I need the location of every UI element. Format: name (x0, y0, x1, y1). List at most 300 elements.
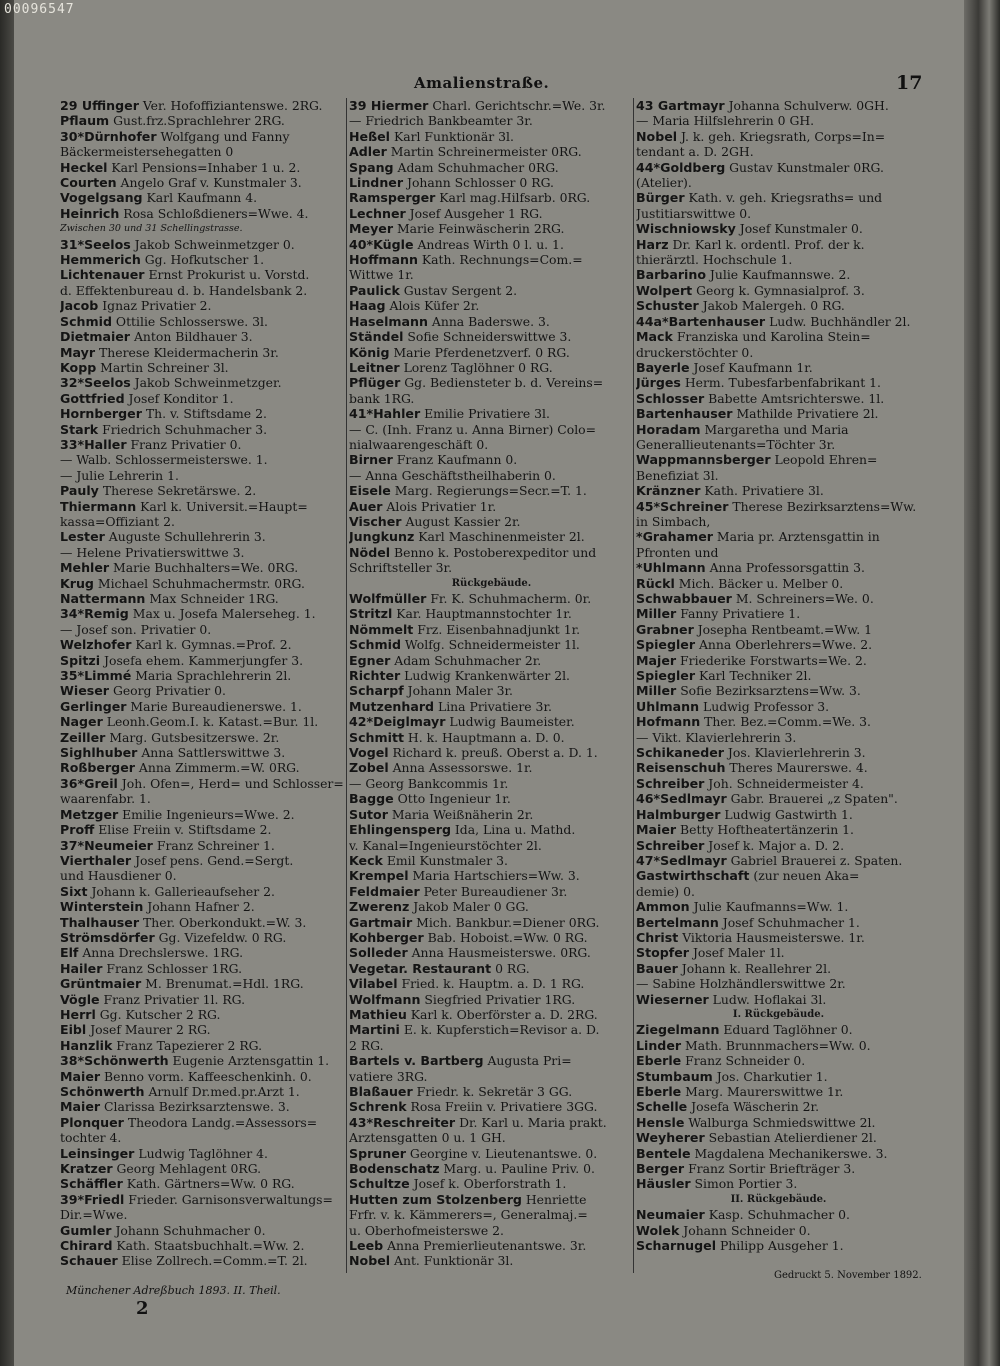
resident-name: Ramsperger (349, 190, 436, 206)
directory-entry: Berger Franz Sortir Briefträger 3. (636, 1161, 856, 1177)
resident-name: Leinsinger (60, 1145, 135, 1161)
resident-name: Meyer (349, 221, 394, 237)
directory-entry: 38*Schönwerth Eugenie Arztensgattin 1. (60, 1053, 330, 1069)
resident-name: Stopfer (636, 945, 689, 961)
directory-entry: — Sabine Holzhändlerswittwe 2r. (636, 976, 846, 992)
resident-name: Strömsdörfer (60, 929, 155, 945)
directory-entry: Eisele Marg. Regierungs=Secr.=T. 1. (349, 483, 587, 499)
directory-entry: Wittwe 1r. (349, 267, 414, 283)
resident-name: Wieserner (636, 991, 709, 1007)
resident-name: Reisenschuh (636, 760, 726, 776)
resident-name: Heckel (60, 159, 108, 175)
resident-name: Spruner (349, 1145, 406, 1161)
resident-name: Zwerenz (349, 899, 410, 915)
directory-entry: Stumbaum Jos. Charkutier 1. (636, 1068, 828, 1084)
resident-name: Hemmerich (60, 252, 141, 268)
directory-entry: Schreiber Josef k. Major a. D. 2. (636, 837, 845, 853)
resident-name: Barbarino (636, 267, 706, 283)
resident-name: Kopp (60, 359, 97, 375)
directory-entry: Horadam Margaretha und Maria (636, 421, 849, 437)
directory-entry: Nattermann Max Schneider 1RG. (60, 591, 279, 606)
resident-name: Mutzenhard (349, 698, 435, 714)
directory-entry: Ehlingensperg Ida, Lina u. Mathd. (349, 822, 576, 838)
resident-name: Welzhofer (60, 637, 132, 653)
directory-entry: Nömmelt Frz. Eisenbahnadjunkt 1r. (349, 621, 581, 637)
resident-name: Wolfmüller (349, 591, 427, 606)
resident-name: Grüntmaier (60, 976, 142, 992)
directory-entry: Spiegler Karl Techniker 2l. (636, 668, 812, 684)
resident-name: Hofmann (636, 714, 701, 730)
directory-entry: tendant a. D. 2GH. (636, 144, 754, 160)
resident-name: Richter (349, 668, 401, 684)
directory-entry: — Anna Geschäftstheilhaberin 0. (349, 467, 556, 483)
resident-name: 45*Schreiner (636, 498, 729, 514)
resident-name: Bertelmann (636, 914, 719, 930)
directory-entry: Generallieutenants=Töchter 3r. (636, 436, 836, 452)
resident-name: Gumler (60, 1222, 112, 1238)
resident-name: Dietmaier (60, 329, 131, 345)
resident-name: Scharnugel (636, 1238, 717, 1254)
resident-name: Schauer (60, 1253, 118, 1269)
directory-entry: Keck Emil Kunstmaler 3. (349, 852, 508, 868)
resident-name: 32*Seelos (60, 375, 131, 391)
directory-entry: Eberle Franz Schneider 0. (636, 1053, 806, 1069)
column-1 (60, 98, 350, 1278)
directory-entry: waarenfabr. 1. (60, 791, 151, 807)
directory-entry: Miller Fanny Privatiere 1. (636, 606, 801, 622)
resident-name: Maier (60, 1068, 101, 1084)
directory-entry: — C. (Inh. Franz u. Anna Birner) Colo= (349, 421, 597, 437)
resident-name: Jacob (60, 298, 99, 314)
resident-name: Winterstein (60, 899, 144, 915)
column-2 (349, 98, 634, 1278)
directory-entry: d. Effektenbureau d. b. Handelsbank 2. (60, 282, 308, 298)
directory-entry: Zobel Anna Assessorswe. 1r. (349, 760, 533, 776)
resident-name: Leeb (349, 1238, 384, 1254)
resident-name: Jürges (636, 375, 681, 391)
resident-name: *Uhlmann (636, 560, 706, 576)
directory-entry: Ziegelmann Eduard Taglöhner 0. (636, 1022, 853, 1038)
directory-entry: Pfronten und (636, 544, 719, 560)
directory-entry: — Georg Bankcommis 1r. (349, 775, 509, 791)
resident-name: Neumaier (636, 1207, 705, 1223)
resident-name: Adler (349, 144, 387, 160)
directory-entry: Heinrich Rosa Schloßdieners=Wwe. 4. (60, 205, 309, 221)
directory-entry: Sighlhuber Anna Sattlerswittwe 3. (60, 745, 286, 761)
directory-entry: Bartenhauser Mathilde Privatiere 2l. (636, 406, 879, 422)
column-3 (636, 98, 921, 1278)
directory-entry: Roßberger Anna Zimmerm.=W. 0RG. (60, 760, 300, 776)
directory-entry: 2 RG. (349, 1037, 384, 1053)
directory-entry: Vegetar. Restaurant 0 RG. (349, 960, 530, 976)
resident-name: König (349, 344, 390, 360)
directory-entry: Schwabbauer M. Schreiners=We. 0. (636, 591, 874, 606)
resident-name: Grabner (636, 621, 694, 637)
directory-entry: Schlosser Babette Amtsrichterswe. 1l. (636, 390, 885, 406)
directory-entry: Lester Auguste Schullehrerin 3. (60, 529, 266, 545)
resident-name: 31*Seelos (60, 236, 131, 252)
resident-name: 30*Dürnhofer (60, 128, 157, 144)
directory-entry: Wolek Johann Schneider 0. (636, 1222, 811, 1238)
directory-entry: Barbarino Julie Kaufmannswe. 2. (636, 267, 851, 283)
directory-entry: Christ Viktoria Hausmeisterswe. 1r. (636, 929, 865, 945)
resident-name: Harz (636, 236, 669, 252)
resident-name: Bodenschatz (349, 1161, 440, 1177)
directory-entry: Arztensgatten 0 u. 1 GH. (349, 1130, 506, 1146)
directory-entry: v. Kanal=Ingenieurstöchter 2l. (349, 837, 542, 853)
street-heading: Amalienstraße. (414, 74, 550, 92)
directory-entry: in Simbach, (636, 513, 711, 529)
resident-name: Hanzlik (60, 1037, 113, 1053)
resident-name: Vegetar. Restaurant (349, 960, 492, 976)
resident-name: Hailer (60, 960, 103, 976)
directory-entry: Dir.=Wwe. (60, 1207, 128, 1223)
resident-name: 46*Sedlmayr (636, 791, 727, 807)
directory-entry: 34*Remig Max u. Josefa Malersehеg. 1. (60, 606, 316, 622)
directory-entry: Schrenk Rosa Freiin v. Privatiere 3GG. (349, 1099, 598, 1115)
resident-name: Schmid (60, 313, 112, 329)
resident-name: Bartels v. Bartberg (349, 1053, 484, 1069)
resident-name: Chirard (60, 1238, 113, 1254)
directory-entry: Lichtenauer Ernst Prokurist u. Vorstd. (60, 267, 310, 283)
signature-number: 2 (136, 1298, 149, 1319)
directory-entry: Solleder Anna Hausmeisterswe. 0RG. (349, 945, 591, 961)
directory-entry: Bodenschatz Marg. u. Pauline Priv. 0. (349, 1161, 595, 1177)
resident-name: Bayerle (636, 359, 690, 375)
directory-entry: Leinsinger Ludwig Taglöhner 4. (60, 1145, 268, 1161)
directory-entry: Adler Martin Schreinermeister 0RG. (349, 144, 582, 160)
directory-entry: 43*Reschreiter Dr. Karl u. Maria prakt. (349, 1114, 607, 1130)
resident-name: Pflüger (349, 375, 401, 391)
resident-name: Metzger (60, 806, 119, 822)
directory-entry: Wappmannsberger Leopold Ehren= (636, 452, 878, 468)
directory-entry: Eibl Josef Maurer 2 RG. (60, 1022, 211, 1038)
directory-entry: Schikaneder Jos. Klavierlehrerin 3. (636, 745, 866, 761)
resident-name: Bentele (636, 1145, 691, 1161)
directory-entry: Bürger Kath. v. geh. Kriegsraths= und (636, 190, 883, 206)
resident-name: 47*Sedlmayr (636, 852, 727, 868)
directory-entry: Winterstein Johann Hafner 2. (60, 899, 255, 915)
resident-name: 37*Neumeier (60, 837, 153, 853)
resident-name: Nobel (636, 128, 678, 144)
resident-name: 36*Greil (60, 775, 118, 791)
resident-name: Pauly (60, 483, 99, 499)
resident-name: Bartenhauser (636, 406, 733, 422)
resident-name: 34*Remig (60, 606, 129, 622)
directory-entry: Courten Angelo Graf v. Kunstmaler 3. (60, 175, 302, 191)
directory-entry: Chirard Kath. Staatsbuchhalt.=Ww. 2. (60, 1238, 305, 1254)
directory-entry: kassa=Offiziant 2. (60, 513, 175, 529)
resident-name: Vogel (349, 745, 389, 761)
directory-entry: 32*Seelos Jakob Schweinmetzger. (60, 375, 282, 391)
directory-entry: Schönwerth Arnulf Dr.med.pr.Arzt 1. (60, 1084, 300, 1099)
directory-entry: 44*Goldberg Gustav Kunstmaler 0RG. (636, 159, 884, 175)
directory-entry: 40*Kügle Andreas Wirth 0 l. u. 1. (349, 236, 564, 252)
directory-entry: Gerlinger Marie Bureaudienerswe. 1. (60, 698, 302, 714)
directory-entry: Mutzenhard Lina Privatiere 3r. (349, 698, 552, 714)
resident-name: Vilabel (349, 976, 398, 992)
directory-entry: Häusler Simon Portier 3. (636, 1176, 798, 1192)
page-number: 17 (896, 72, 923, 94)
resident-name: Halmburger (636, 806, 721, 822)
resident-name: Mathieu (349, 1006, 407, 1022)
directory-entry: Miller Sofie Bezirksarztens=Ww. 3. (636, 683, 861, 699)
resident-name: Nömmelt (349, 621, 414, 637)
directory-entry: thierärztl. Hochschule 1. (636, 252, 793, 268)
directory-entry: 41*Hahler Emilie Privatiere 3l. (349, 406, 550, 422)
directory-entry: *Uhlmann Anna Professorsgattin 3. (636, 560, 865, 576)
resident-name: Eisele (349, 483, 391, 499)
directory-entry: Lechner Josef Ausgeher 1 RG. (349, 205, 543, 221)
directory-entry: Schmid Wolfg. Schneidermeister 1l. (349, 637, 580, 653)
directory-entry: Justitiarswittwe 0. (636, 205, 752, 221)
directory-entry: Bentele Magdalena Mechanikerswe. 3. (636, 1145, 888, 1161)
resident-name: Spiegler (636, 668, 696, 684)
directory-entry: Pauly Therese Sekretärswe. 2. (60, 483, 257, 499)
resident-name: Hoffmann (349, 252, 418, 268)
resident-name: Vierthaler (60, 852, 132, 868)
directory-entry: tochter 4. (60, 1130, 122, 1146)
resident-name: Miller (636, 683, 677, 699)
resident-name: Heßel (349, 128, 390, 144)
resident-name: Maier (60, 1099, 101, 1115)
directory-entry: 47*Sedlmayr Gabriel Brauerei z. Spaten. (636, 852, 903, 868)
resident-name: Schrenk (349, 1099, 407, 1115)
directory-entry: 37*Neumeier Franz Schreiner 1. (60, 837, 275, 853)
directory-entry: 42*Deiglmayr Ludwig Baumeister. (349, 714, 575, 730)
directory-entry: Metzger Emilie Ingenieurs=Wwe. 2. (60, 806, 295, 822)
resident-name: Nattermann (60, 591, 146, 606)
directory-entry: 44a*Bartenhauser Ludw. Buchhändler 2l. (636, 313, 911, 329)
directory-entry: Schauer Elise Zollrech.=Comm.=T. 2l. (60, 1253, 308, 1269)
directory-entry: Feldmaier Peter Bureaudiener 3r. (349, 883, 568, 899)
directory-entry: Grüntmaier M. Brenumat.=Hdl. 1RG. (60, 976, 304, 992)
directory-entry: Wieserner Ludw. Hoflakai 3l. (636, 991, 827, 1007)
directory-entry: u. Oberhofmeisterswe 2. (349, 1222, 504, 1238)
resident-name: Paulick (349, 282, 400, 298)
directory-entry: 33*Haller Franz Privatier 0. (60, 436, 242, 452)
resident-name: Gottfried (60, 390, 125, 406)
directory-entry: Haag Alois Küfer 2r. (349, 298, 480, 314)
directory-entry: — Walb. Schlossermeisterswe. 1. (60, 452, 268, 468)
directory-entry: Mathieu Karl k. Oberförster a. D. 2RG. (349, 1006, 598, 1022)
directory-entry: Harz Dr. Karl k. ordentl. Prof. der k. (636, 236, 865, 252)
resident-name: Lechner (349, 205, 406, 221)
directory-entry: 45*Schreiner Therese Bezirksarztens=Ww. (636, 498, 917, 514)
resident-name: Elf (60, 945, 79, 961)
resident-name: Mehler (60, 560, 110, 576)
resident-name: Vogelgsang (60, 190, 143, 206)
directory-entry: Majer Friederike Forstwarts=We. 2. (636, 652, 867, 668)
directory-entry: *Grahamer Maria pr. Arztensgattin in (636, 529, 880, 545)
cross-street-note: Zwischen 30 und 31 Schellingstrasse. (60, 223, 243, 235)
directory-entry: Hailer Franz Schlosser 1RG. (60, 960, 243, 976)
directory-entry: Nobel Ant. Funktionär 3l. (349, 1253, 514, 1269)
directory-entry: Kohberger Bab. Hoboist.=Ww. 0 RG. (349, 929, 588, 945)
directory-entry: König Marie Pferdenetzverf. 0 RG. (349, 344, 570, 360)
resident-name: Scharpf (349, 683, 404, 699)
page-stack-edge (964, 0, 1000, 1366)
directory-entry: Kränzner Kath. Privatiere 3l. (636, 483, 824, 499)
resident-name: Mack (636, 329, 673, 345)
resident-name: Uhlmann (636, 698, 700, 714)
resident-name: Wieser (60, 683, 109, 699)
resident-name: Schlosser (636, 390, 705, 406)
directory-entry: Schäffler Kath. Gärtners=Ww. 0 RG. (60, 1176, 295, 1192)
resident-name: Vögle (60, 991, 100, 1007)
directory-entry: Wolfmann Siegfried Privatier 1RG. (349, 991, 576, 1007)
resident-name: Krug (60, 575, 94, 591)
directory-entry: vatiere 3RG. (349, 1068, 428, 1084)
resident-name: 29 Uffinger (60, 98, 139, 113)
directory-entry: Gottfried Josef Konditor 1. (60, 390, 234, 406)
directory-entry: Maier Clarissa Bezirksarztenswe. 3. (60, 1099, 290, 1115)
resident-name: Berger (636, 1161, 685, 1177)
directory-entry: Frfr. v. k. Kämmerers=, Generalmaj.= (349, 1207, 588, 1223)
directory-entry: Plonquer Theodora Landg.=Assessors= (60, 1114, 318, 1130)
resident-name: Kratzer (60, 1161, 113, 1177)
directory-entry: — Julie Lehrerin 1. (60, 467, 179, 483)
resident-name: Keck (349, 852, 383, 868)
resident-name: Egner (349, 652, 391, 668)
directory-entry: Eberle Marg. Maurerswittwe 1r. (636, 1084, 844, 1099)
directory-entry: 30*Dürnhofer Wolfgang und Fanny (60, 128, 290, 144)
resident-name: Ständel (349, 329, 404, 345)
directory-entry: Hornberger Th. v. Stiftsdame 2. (60, 406, 267, 422)
resident-name: Schikaneder (636, 745, 724, 761)
resident-name: Weyherer (636, 1130, 705, 1146)
section-heading: Rückgebäude. (451, 577, 532, 589)
directory-entry: Schelle Josefa Wäscherin 2r. (636, 1099, 820, 1115)
resident-name: Schultze (349, 1176, 410, 1192)
directory-entry: 35*Limmé Maria Sprachlehrerin 2l. (60, 668, 292, 684)
directory-entry: Gumler Johann Schuhmacher 0. (60, 1222, 266, 1238)
resident-name: Rückl (636, 575, 675, 591)
resident-name: Wolpert (636, 282, 693, 298)
directory-entry: 39*Friedl Frieder. Garnisonsverwaltungs= (60, 1191, 333, 1207)
resident-name: Nobel (349, 1253, 391, 1269)
resident-name: Schmitt (349, 729, 404, 745)
resident-name: 39 Hiermer (349, 98, 429, 113)
resident-name: 44a*Bartenhauser (636, 313, 766, 329)
resident-name: Heinrich (60, 205, 120, 221)
resident-name: Thalhauser (60, 914, 140, 930)
resident-name: Bauer (636, 960, 678, 976)
directory-entry: Herrl Gg. Kutscher 2 RG. (60, 1006, 221, 1022)
directory-entry: Sutor Maria Weißnäherin 2r. (349, 806, 534, 822)
directory-entry: 46*Sedlmayr Gabr. Brauerei „z Spaten". (636, 791, 898, 807)
directory-entry: Hutten zum Stolzenberg Henriette (349, 1191, 587, 1207)
directory-entry: Wischniowsky Josef Kunstmaler 0. (636, 221, 863, 237)
directory-entry: Thalhauser Ther. Oberkondukt.=W. 3. (60, 914, 307, 930)
directory-entry: Jürges Herm. Tubesfarbenfabrikant 1. (636, 375, 881, 391)
directory-entry: Mayr Therese Kleidermacherin 3r. (60, 344, 279, 360)
directory-entry: Heßel Karl Funktionär 3l. (349, 128, 514, 144)
directory-entry: — Maria Hilfslehrerin 0 GH. (636, 113, 815, 129)
publication-title: Münchener Adreßbuch 1893. II. Theil. (66, 1284, 281, 1297)
directory-entry: Neumaier Kasp. Schuhmacher 0. (636, 1207, 850, 1223)
resident-name: 44*Goldberg (636, 159, 726, 175)
directory-entry: Kratzer Georg Mehlagent 0RG. (60, 1161, 262, 1177)
resident-name: Hornberger (60, 406, 142, 422)
directory-entry: druckerstöchter 0. (636, 344, 754, 360)
directory-entry: Jungkunz Karl Maschinenmeister 2l. (349, 529, 585, 545)
directory-entry: und Hausdiener 0. (60, 868, 177, 884)
resident-name: Krempel (349, 868, 409, 884)
resident-name: Wischniowsky (636, 221, 736, 237)
resident-name: Schreiber (636, 775, 705, 791)
resident-name: Sighlhuber (60, 745, 138, 761)
directory-entry: — Josef son. Privatier 0. (60, 621, 212, 637)
directory-entry: Vogelgsang Karl Kaufmann 4. (60, 190, 258, 206)
directory-entry: Hensle Walburga Schmiedswittwe 2l. (636, 1114, 876, 1130)
directory-entry: Wolpert Georg k. Gymnasialprof. 3. (636, 282, 865, 298)
resident-name: Blaßauer (349, 1084, 413, 1099)
directory-entry: Vierthaler Josef pens. Gend.=Sergt. (60, 852, 294, 868)
directory-entry: Ständel Sofie Schneiderswittwe 3. (349, 329, 572, 345)
resident-name: 43 Gartmayr (636, 98, 725, 113)
resident-name: Schreiber (636, 837, 705, 853)
directory-entry: 39 Hiermer Charl. Gerichtschr.=We. 3r. (349, 98, 606, 113)
directory-entry: Vogel Richard k. preuß. Oberst a. D. 1. (349, 745, 598, 761)
resident-name: Wappmannsberger (636, 452, 771, 468)
directory-entry: Mehler Marie Buchhalters=We. 0RG. (60, 560, 299, 576)
directory-entry: Ammon Julie Kaufmanns=Ww. 1. (636, 899, 849, 915)
resident-name: Spiegler (636, 637, 696, 653)
directory-entry: Meyer Marie Feinwäscherin 2RG. (349, 221, 565, 237)
directory-page (14, 0, 964, 1366)
directory-entry: Thiermann Karl k. Universit.=Haupt= (60, 498, 308, 514)
resident-name: Plonquer (60, 1114, 124, 1130)
directory-entry: Pflaum Gust.frz.Sprachlehrer 2RG. (60, 113, 285, 129)
directory-entry: Krug Michael Schuhmachermstr. 0RG. (60, 575, 305, 591)
resident-name: Christ (636, 929, 679, 945)
directory-entry: Schultze Josef k. Oberforstrath 1. (349, 1176, 567, 1192)
resident-name: Stritzl (349, 606, 393, 622)
resident-name: Spitzi (60, 652, 101, 668)
resident-name: Eibl (60, 1022, 87, 1038)
resident-name: Stark (60, 421, 99, 437)
resident-name: Hutten zum Stolzenberg (349, 1191, 522, 1207)
resident-name: Gastwirthschaft (636, 868, 750, 884)
directory-entry: Bauer Johann k. Reallehrer 2l. (636, 960, 832, 976)
resident-name: Solleder (349, 945, 408, 961)
directory-entry: Hofmann Ther. Bez.=Comm.=We. 3. (636, 714, 871, 730)
directory-entry: Haselmann Anna Baderswe. 3. (349, 313, 550, 329)
resident-name: Schelle (636, 1099, 688, 1115)
directory-entry: Welzhofer Karl k. Gymnas.=Prof. 2. (60, 637, 292, 653)
directory-entry: bank 1RG. (349, 390, 415, 406)
resident-name: Lester (60, 529, 105, 545)
directory-entry: nialwaarengeschäft 0. (349, 436, 489, 452)
directory-entry: Stark Friedrich Schuhmacher 3. (60, 421, 268, 437)
resident-name: Lindner (349, 175, 404, 191)
resident-name: Horadam (636, 421, 701, 437)
resident-name: 39*Friedl (60, 1191, 125, 1207)
directory-entry: Nobel J. k. geh. Kriegsrath, Corps=In= (636, 128, 886, 144)
resident-name: Jungkunz (349, 529, 415, 545)
directory-entry: Zeiller Marg. Gutsbesitzerswe. 2r. (60, 729, 280, 745)
directory-entry: Birner Franz Kaufmann 0. (349, 452, 518, 468)
directory-entry: Lindner Johann Schlosser 0 RG. (349, 175, 554, 191)
resident-name: Schäffler (60, 1176, 123, 1192)
directory-entry: Kopp Martin Schreiner 3l. (60, 359, 229, 375)
directory-entry: Ramsperger Karl mag.Hilfsarb. 0RG. (349, 190, 591, 206)
resident-name: 43*Reschreiter (349, 1114, 456, 1130)
resident-name: Pflaum (60, 113, 110, 129)
resident-name: 40*Kügle (349, 236, 414, 252)
directory-entry: Schriftsteller 3r. (349, 560, 453, 576)
